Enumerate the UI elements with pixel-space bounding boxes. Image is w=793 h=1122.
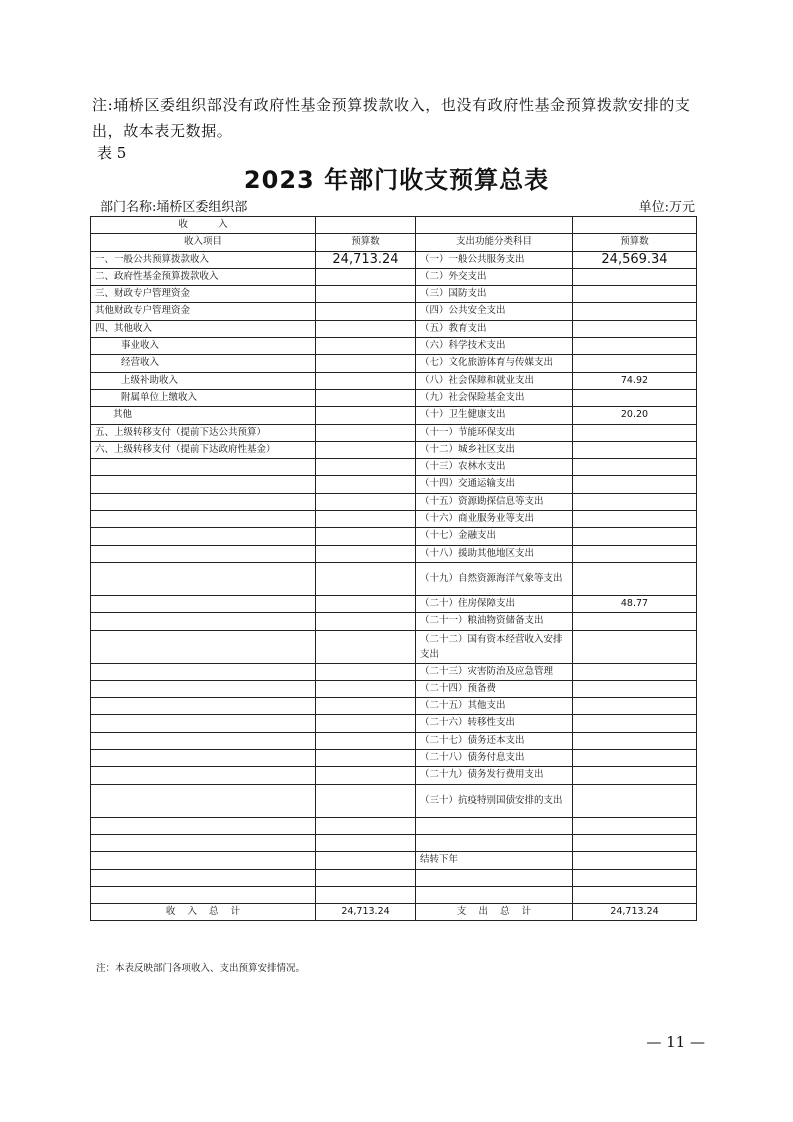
table-row	[91, 268, 697, 285]
expense-item: （二十三）灾害防治及应急管理	[416, 663, 573, 680]
income-value	[316, 476, 416, 493]
expense-item: （二十一）粮油物资储备支出	[416, 613, 573, 630]
table-row	[91, 562, 697, 595]
expense-item: （二十五）其他支出	[416, 698, 573, 715]
expense-item: （二十四）预备费	[416, 680, 573, 697]
expense-value	[573, 493, 697, 510]
expense-value: 24,569.34	[573, 251, 697, 268]
table-row	[91, 407, 697, 424]
income-value	[316, 698, 416, 715]
income-total-label: 收 入 总 计	[91, 904, 316, 921]
table-row	[91, 817, 697, 834]
income-item	[91, 886, 316, 903]
table-row	[91, 493, 697, 510]
income-item	[91, 767, 316, 784]
income-item	[91, 834, 316, 851]
expense-total-value: 24,713.24	[573, 904, 697, 921]
expense-value	[573, 834, 697, 851]
expense-item: （九）社会保险基金支出	[416, 389, 573, 406]
table-row	[91, 750, 697, 767]
table-row	[91, 251, 697, 268]
income-item	[91, 493, 316, 510]
expense-value	[573, 441, 697, 458]
income-item: 四、其他收入	[91, 320, 316, 337]
expense-value	[573, 698, 697, 715]
table-row	[91, 613, 697, 630]
expense-item: （六）科学技术支出	[416, 338, 573, 355]
expense-value	[573, 613, 697, 630]
income-value	[316, 320, 416, 337]
expense-item: （二十二）国有资本经营收入安排支出	[416, 630, 573, 663]
income-item	[91, 528, 316, 545]
expense-value	[573, 320, 697, 337]
expense-item: （七）文化旅游体育与传媒支出	[416, 355, 573, 372]
income-header: 收 入	[91, 217, 316, 234]
income-item: 其他	[91, 407, 316, 424]
expense-value	[573, 528, 697, 545]
table-row	[91, 784, 697, 817]
expense-value	[573, 886, 697, 903]
expense-value	[573, 338, 697, 355]
income-value	[316, 767, 416, 784]
income-total-value: 24,713.24	[316, 904, 416, 921]
expense-value	[573, 545, 697, 562]
expense-value	[573, 459, 697, 476]
income-item	[91, 511, 316, 528]
expense-value	[573, 630, 697, 663]
income-item: 六、上级转移支付（提前下达政府性基金）	[91, 441, 316, 458]
income-item	[91, 817, 316, 834]
table-row	[91, 680, 697, 697]
expense-value	[573, 852, 697, 869]
income-value	[316, 834, 416, 851]
income-item	[91, 545, 316, 562]
expense-item: （十二）城乡社区支出	[416, 441, 573, 458]
page-number: — 11 —	[646, 1033, 705, 1051]
income-value	[316, 493, 416, 510]
income-item	[91, 663, 316, 680]
expense-value	[573, 817, 697, 834]
expense-value	[573, 562, 697, 595]
income-item	[91, 852, 316, 869]
income-value	[316, 372, 416, 389]
expense-item: （二十七）债务还本支出	[416, 732, 573, 749]
expense-value	[573, 424, 697, 441]
budget-table	[90, 216, 697, 921]
expense-value	[573, 750, 697, 767]
expense-value	[573, 663, 697, 680]
expense-value	[573, 511, 697, 528]
income-item	[91, 630, 316, 663]
top-note: 注:埇桥区委组织部没有政府性基金预算拨款收入，也没有政府性基金预算拨款安排的支出，故本表无数据。	[92, 96, 691, 140]
department-name: 部门名称:埇桥区委组织部	[100, 200, 248, 215]
expense-value	[573, 680, 697, 697]
income-item	[91, 459, 316, 476]
income-item	[91, 680, 316, 697]
budget-header-2: 预算数	[573, 234, 697, 251]
table-row	[91, 715, 697, 732]
income-item	[91, 476, 316, 493]
expense-item: （二十）住房保障支出	[416, 595, 573, 612]
expense-item: （十六）商业服务业等支出	[416, 511, 573, 528]
expense-item: （十九）自然资源海洋气象等支出	[416, 562, 573, 595]
expense-value	[573, 715, 697, 732]
income-item: 三、财政专户管理资金	[91, 286, 316, 303]
income-item	[91, 750, 316, 767]
income-item	[91, 595, 316, 612]
expense-item: （二）外交支出	[416, 268, 573, 285]
expense-value: 20.20	[573, 407, 697, 424]
expense-item	[416, 869, 573, 886]
income-value	[316, 545, 416, 562]
expense-value	[573, 476, 697, 493]
expense-item	[416, 834, 573, 851]
expense-value	[573, 286, 697, 303]
table-row	[91, 459, 697, 476]
budget-header: 预算数	[316, 234, 416, 251]
table-row	[91, 338, 697, 355]
expense-item: （十）卫生健康支出	[416, 407, 573, 424]
income-item: 五、上级转移支付（提前下达公共预算）	[91, 424, 316, 441]
expense-item: 结转下年	[416, 852, 573, 869]
expense-value: 48.77	[573, 595, 697, 612]
income-item: 上级补助收入	[91, 372, 316, 389]
income-value	[316, 784, 416, 817]
table-row	[91, 441, 697, 458]
income-value: 24,713.24	[316, 251, 416, 268]
income-value	[316, 407, 416, 424]
expense-item: （十五）资源勘探信息等支出	[416, 493, 573, 510]
income-item	[91, 715, 316, 732]
income-value	[316, 886, 416, 903]
table-row	[91, 663, 697, 680]
table-row	[91, 732, 697, 749]
table-row	[91, 511, 697, 528]
expense-item: （十四）交通运输支出	[416, 476, 573, 493]
table-number: 表 5	[97, 144, 127, 162]
total-row	[91, 904, 697, 921]
expense-item: （一）一般公共服务支出	[416, 251, 573, 268]
income-value	[316, 613, 416, 630]
table-row	[91, 424, 697, 441]
expense-value	[573, 355, 697, 372]
table-row	[91, 630, 697, 663]
expense-item: （十三）农林水支出	[416, 459, 573, 476]
table-row	[91, 767, 697, 784]
income-item: 一、一般公共预算拨款收入	[91, 251, 316, 268]
table-row	[91, 869, 697, 886]
income-value	[316, 715, 416, 732]
expense-item: （三十）抗疫特别国债安排的支出	[416, 784, 573, 817]
income-value	[316, 441, 416, 458]
table-row	[91, 595, 697, 612]
expense-item: （八）社会保障和就业支出	[416, 372, 573, 389]
income-value	[316, 562, 416, 595]
income-value	[316, 528, 416, 545]
income-value	[316, 355, 416, 372]
income-value	[316, 680, 416, 697]
table-row	[91, 372, 697, 389]
expense-value	[573, 268, 697, 285]
income-item: 经营收入	[91, 355, 316, 372]
income-item	[91, 562, 316, 595]
header-row-1	[91, 217, 697, 234]
income-value	[316, 268, 416, 285]
expense-item: （二十九）债务发行费用支出	[416, 767, 573, 784]
expense-item: （二十六）转移性支出	[416, 715, 573, 732]
income-item-header: 收入项目	[91, 234, 316, 251]
income-value	[316, 817, 416, 834]
expense-value: 74.92	[573, 372, 697, 389]
income-item: 附属单位上缴收入	[91, 389, 316, 406]
income-value	[316, 750, 416, 767]
income-value	[316, 389, 416, 406]
expense-item	[416, 817, 573, 834]
table-row	[91, 528, 697, 545]
expense-item	[416, 886, 573, 903]
table-row	[91, 320, 697, 337]
income-item	[91, 784, 316, 817]
expense-item: （十一）节能环保支出	[416, 424, 573, 441]
page-title: 2023 年部门收支预算总表	[243, 166, 550, 194]
expense-total-label: 支 出 总 计	[416, 904, 573, 921]
unit-label: 单位:万元	[638, 200, 695, 215]
income-value	[316, 869, 416, 886]
income-value	[316, 286, 416, 303]
expense-item: （二十八）债务付息支出	[416, 750, 573, 767]
income-item: 其他财政专户管理资金	[91, 303, 316, 320]
income-value	[316, 630, 416, 663]
table-row	[91, 698, 697, 715]
expense-value	[573, 732, 697, 749]
income-item	[91, 869, 316, 886]
header-row-2	[91, 234, 697, 251]
table-row	[91, 834, 697, 851]
income-value	[316, 459, 416, 476]
expense-value	[573, 784, 697, 817]
table-row	[91, 852, 697, 869]
expense-item-header: 支出功能分类科目	[416, 234, 573, 251]
income-value	[316, 595, 416, 612]
expense-value	[573, 767, 697, 784]
income-item	[91, 613, 316, 630]
expense-value	[573, 389, 697, 406]
bottom-note: 注：本表反映部门各项收入、支出预算安排情况。	[96, 963, 306, 974]
table-row	[91, 303, 697, 320]
income-item	[91, 732, 316, 749]
table-row	[91, 355, 697, 372]
expense-item: （十七）金融支出	[416, 528, 573, 545]
income-value	[316, 852, 416, 869]
table-row	[91, 286, 697, 303]
expense-item: （三）国防支出	[416, 286, 573, 303]
table-row	[91, 389, 697, 406]
expense-value	[573, 303, 697, 320]
table-row	[91, 476, 697, 493]
expense-item: （十八）援助其他地区支出	[416, 545, 573, 562]
income-value	[316, 303, 416, 320]
income-value	[316, 338, 416, 355]
income-item: 二、政府性基金预算拨款收入	[91, 268, 316, 285]
expense-value	[573, 869, 697, 886]
table-row	[91, 886, 697, 903]
income-item: 事业收入	[91, 338, 316, 355]
income-item	[91, 698, 316, 715]
income-value	[316, 424, 416, 441]
income-value	[316, 511, 416, 528]
income-value	[316, 732, 416, 749]
expense-item: （五）教育支出	[416, 320, 573, 337]
table-row	[91, 545, 697, 562]
income-value	[316, 663, 416, 680]
expense-item: （四）公共安全支出	[416, 303, 573, 320]
